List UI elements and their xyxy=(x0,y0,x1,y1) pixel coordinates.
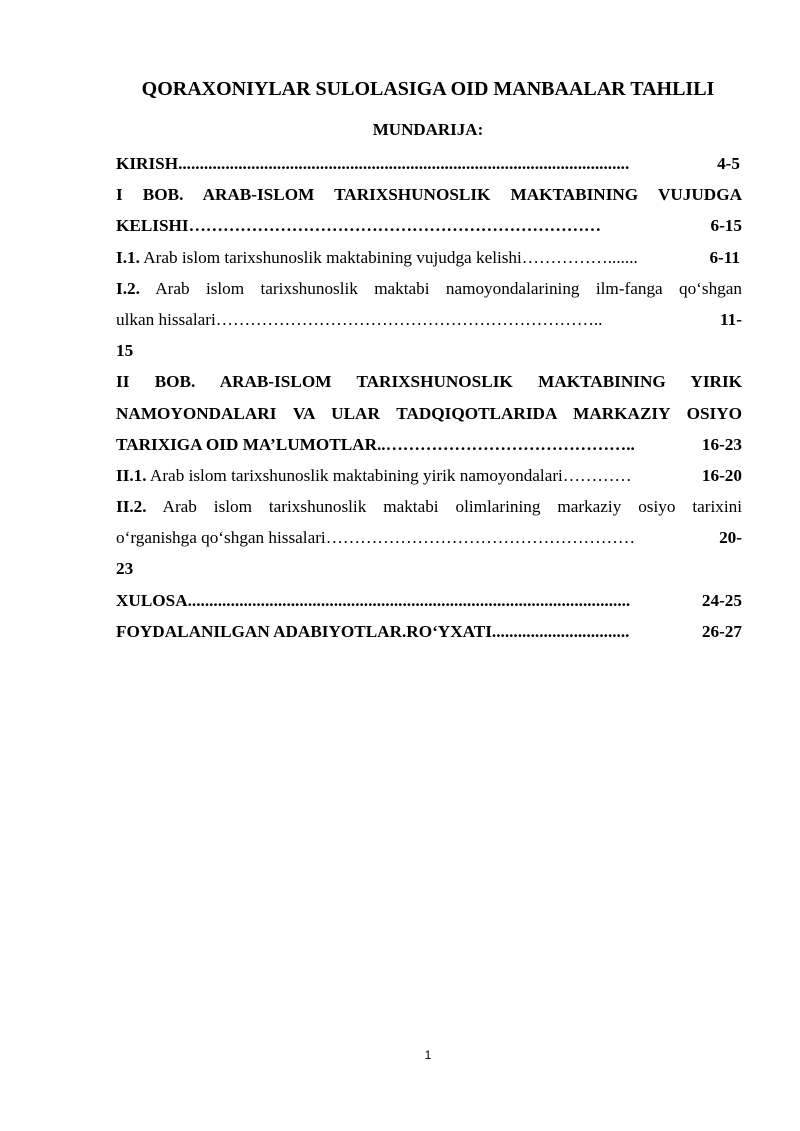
toc-section-1-2-line-1 xyxy=(116,273,742,304)
page-number: 1 xyxy=(424,1048,432,1062)
toc-entry-pages: 4-5 xyxy=(717,154,740,173)
toc-section-number: II.2. xyxy=(116,497,147,517)
toc-entry-pages: 20- xyxy=(719,528,742,548)
toc-entry-text: KIRISH......................................................................................................... xyxy=(116,154,630,173)
toc-entry-text: Arab islom tarixshunoslik maktabi olimlarining markaziy osiyo tarixini xyxy=(146,497,742,517)
toc-chapter-2-line-1: II BOB. ARAB-ISLOM TARIXSHUNOSLIK MAKTABINING YIRIK xyxy=(116,372,742,392)
toc-entry-pages: 11- xyxy=(720,309,742,329)
toc-entry-pages: 26-27 xyxy=(701,621,742,641)
toc-section-2-1 xyxy=(116,460,742,491)
toc-entry-text: Arab islom tarixshunoslik maktabining yirik namoyondalari………… xyxy=(146,465,632,485)
toc-section-2-2-line-1 xyxy=(116,491,742,522)
toc-entry-text: KELISHI……………………………………………………………… xyxy=(116,216,602,236)
toc-entry-text: FOYDALANILGAN ADABIYOTLAR.RO‘YXATI................................ xyxy=(116,621,630,641)
toc-entry-text: TARIXIGA OID MA’LUMOTLAR..…………………………………….. xyxy=(116,434,635,454)
toc-chapter-2-line-2: NAMOYONDALARI VA ULAR TADQIQOTLARIDA MARKAZIY OSIYO xyxy=(116,403,742,423)
toc-section-2-2-pages-end: 23 xyxy=(116,559,134,579)
toc-entry-xulosa xyxy=(116,585,742,616)
toc-section-1-2-line-2 xyxy=(116,304,742,335)
toc-entry-text: XULOSA....................................................................................................... xyxy=(116,590,631,610)
toc-section-number: II.1. xyxy=(116,465,147,485)
toc-chapter-1-line-2 xyxy=(116,210,742,241)
toc-section-number: I.1. xyxy=(116,247,140,267)
toc-section-1-2-pages-end: 15 xyxy=(116,341,134,361)
toc-section-1-1 xyxy=(116,242,742,273)
toc-entry-pages: 6-11 xyxy=(709,247,740,267)
toc-chapter-1-line-1: I BOB. ARAB-ISLOM TARIXSHUNOSLIK MAKTABINING VUJUDGA xyxy=(116,185,742,205)
toc-section-2-2-line-2 xyxy=(116,522,742,553)
toc-entry-text: Arab islom tarixshunoslik maktabining vujudga kelishi……………....... xyxy=(139,247,638,267)
toc-heading: MUNDARIJA: xyxy=(372,120,484,139)
toc-entry-pages: 16-20 xyxy=(701,465,742,485)
toc-section-number: I.2. xyxy=(116,278,140,298)
document-title: QORAXONIYLAR SULOLASIGA OID MANBAALAR TAHLILI xyxy=(141,78,715,100)
toc-entry-pages: 24-25 xyxy=(701,590,742,610)
toc-entry-text: ulkan hissalari………………………………………………………….. xyxy=(116,309,603,329)
toc-entry-pages: 6-15 xyxy=(710,216,742,236)
toc-entry-bibliography xyxy=(116,616,742,647)
toc-entry-text: Arab islom tarixshunoslik maktabi namoyondalarining ilm-fanga qo‘shgan xyxy=(139,278,742,298)
toc-entry-pages: 16-23 xyxy=(701,434,742,454)
toc-entry-kirish xyxy=(116,148,742,179)
table-of-contents xyxy=(116,148,742,647)
toc-entry-text: o‘rganishga qo‘shgan hissalari……………………………………………… xyxy=(116,528,636,548)
toc-chapter-2-line-3 xyxy=(116,429,742,460)
